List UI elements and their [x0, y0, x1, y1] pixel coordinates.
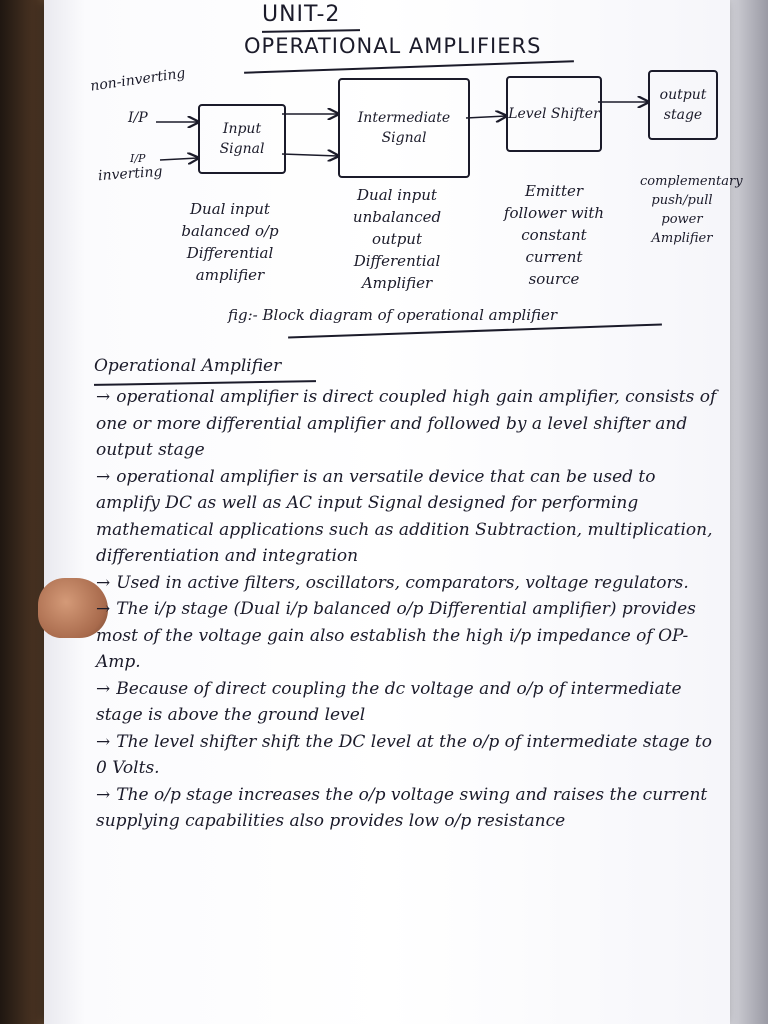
note-item: [96, 676, 718, 729]
output-stage-label: output stage: [659, 87, 707, 123]
inverting-label: inverting: [97, 163, 163, 185]
note-item: [96, 729, 718, 782]
note-text: The i/p stage (Dual i/p balanced o/p Differential amplifier) provides most of the voltage gain also establish the high i/p impedance of OP-Amp.: [96, 599, 696, 672]
intermediate-stage-label: Intermediate Signal: [357, 110, 451, 146]
arrow-inv-input: [160, 158, 198, 160]
ip-label-top: I/P: [128, 110, 148, 126]
note-text: Used in active filters, oscillators, comparators, voltage regulators.: [116, 572, 689, 593]
note-item: [96, 596, 718, 676]
arrow-icon: →: [96, 572, 111, 593]
arrow-icon: →: [96, 784, 111, 805]
arrow-icon: →: [96, 731, 111, 752]
non-inverting-label: non-inverting: [89, 65, 187, 95]
arrow-icon: →: [96, 599, 111, 619]
level-shifter-label: Level Shifter: [508, 106, 600, 122]
intermediate-stage-block: [338, 78, 470, 178]
note-text: operational amplifier is an versatile device that can be used to amplify DC as well as AC input Signal designed for performing mathematical applications such as addition Subtraction, multiplication, differentiation and integration: [96, 466, 713, 566]
intermediate-stage-description: Dual input unbalanced output Differential Amplifier: [352, 186, 442, 292]
arrow-icon: →: [96, 466, 111, 487]
note-item: [96, 782, 718, 835]
figure-caption: fig:- Block diagram of operational amplifier: [228, 306, 558, 324]
note-text: The o/p stage increases the o/p voltage swing and raises the current supplying capabilities also provides low o/p resistance: [96, 784, 708, 831]
level-shifter-block: [506, 76, 602, 152]
input-stage-description: Dual input balanced o/p Differential amplifier: [181, 200, 279, 284]
level-shifter-description: Emitter follower with constant current source: [503, 182, 605, 288]
note-text: operational amplifier is direct coupled high gain amplifier, consists of one or more differential amplifier and followed by a level shifter and output stage: [96, 387, 717, 460]
note-item: [96, 464, 718, 570]
arrow-icon: →: [96, 678, 111, 699]
note-item: [96, 384, 718, 464]
note-item: [96, 570, 718, 597]
output-stage-block: [648, 70, 718, 140]
ip-label-bottom: I/P: [130, 152, 146, 165]
section-heading: Operational Amplifier: [94, 356, 282, 376]
input-stage-label: Input Signal: [219, 121, 265, 157]
note-text: Because of direct coupling the dc voltage and o/p of intermediate stage is above the ground level: [96, 678, 682, 725]
arrow-icon: →: [96, 387, 111, 407]
note-text: The level shifter shift the DC level at the o/p of intermediate stage to 0 Volts.: [96, 731, 712, 778]
page-title: OPERATIONAL AMPLIFIERS: [244, 34, 542, 58]
output-stage-description: complementary push/pull power Amplifier: [640, 174, 743, 246]
notes-list: [96, 384, 718, 835]
input-stage-block: [198, 104, 286, 174]
arrow-block2-block3: [466, 116, 506, 118]
unit-title: UNIT-2: [262, 2, 341, 27]
arrow-block1-block2-bottom: [282, 154, 338, 156]
block-diagram: [0, 0, 768, 340]
